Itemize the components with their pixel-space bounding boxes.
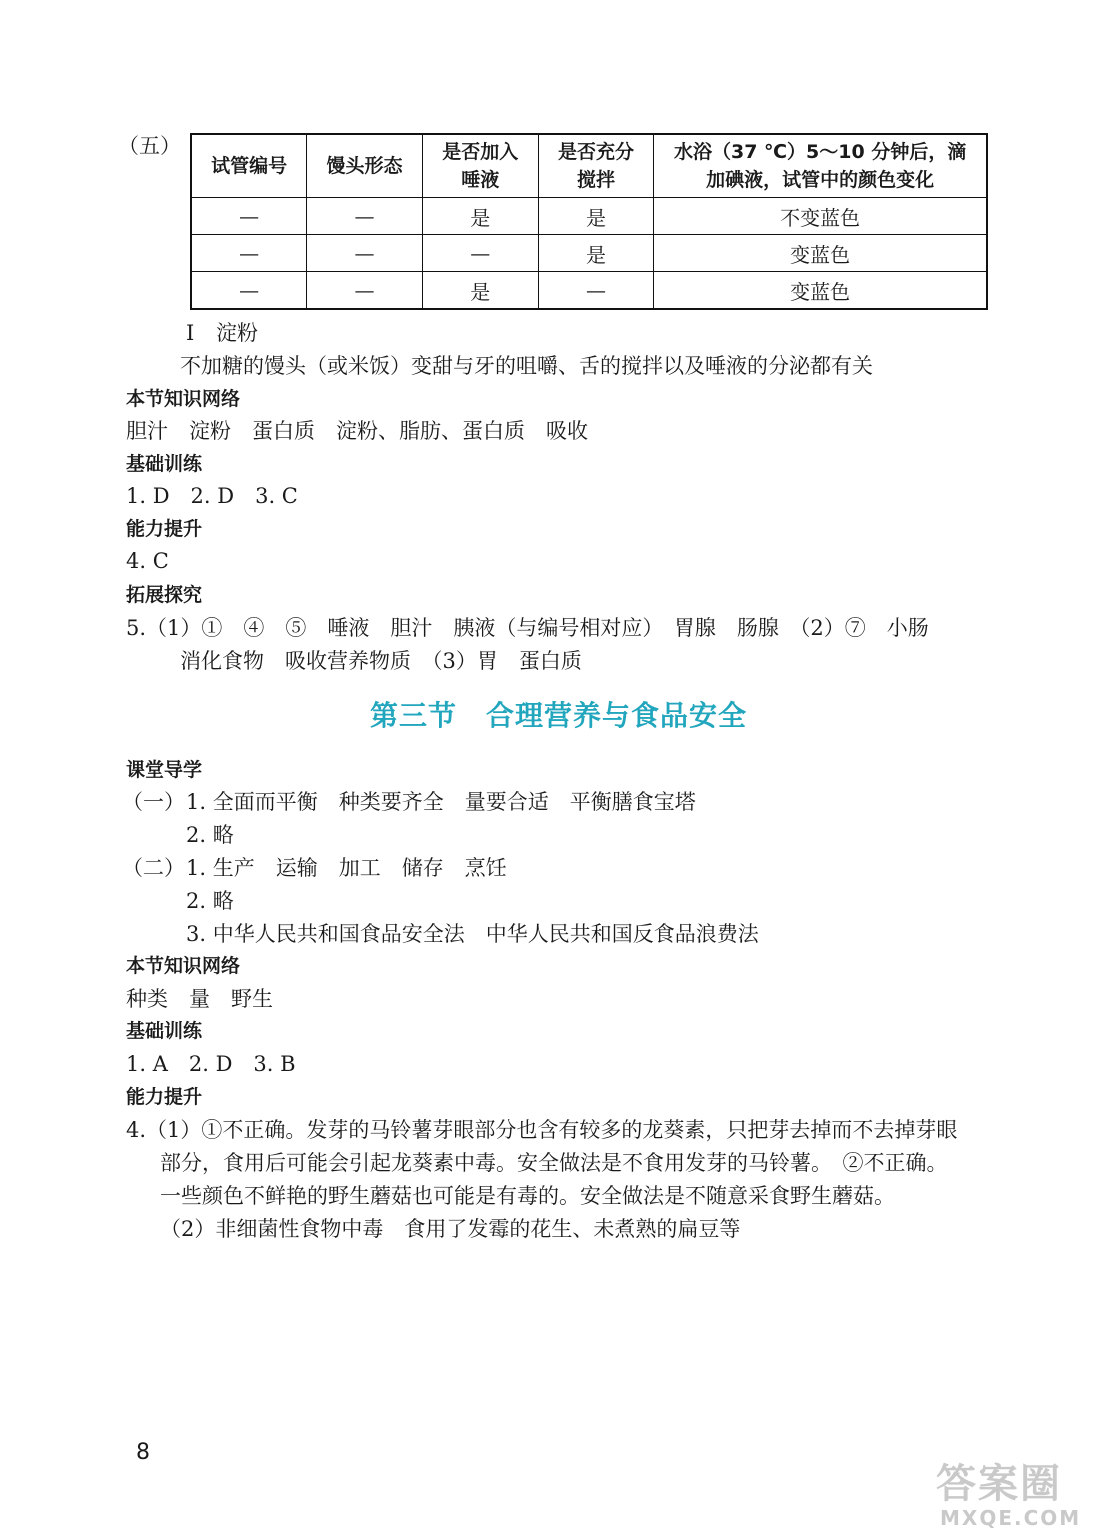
guide-part-1-item-1: 1. 全面而平衡 种类要齐全 量要合适 平衡膳食宝塔 [186, 790, 696, 814]
page-number: 8 [136, 1440, 150, 1465]
answer-roman-one: Ⅰ [186, 321, 195, 345]
table-cell: — [191, 235, 307, 272]
basic-training-answers: 1. D 2. D 3. C [126, 484, 298, 508]
table-cell: 是 [422, 272, 538, 310]
heading-ability-boost: 能力提升 [126, 518, 203, 540]
watermark-url: MXQE.COM [940, 1506, 1082, 1530]
table-cell: 是 [538, 235, 654, 272]
table-cell: 变蓝色 [654, 235, 987, 272]
heading-knowledge-network-2: 本节知识网络 [126, 955, 241, 977]
answer-conclusion: 不加糖的馒头（或米饭）变甜与牙的咀嚼、舌的搅拌以及唾液的分泌都有关 [180, 354, 873, 378]
knowledge-network-answers: 胆汁 淀粉 蛋白质 淀粉、脂肪、蛋白质 吸收 [126, 419, 588, 443]
experiment-table [190, 133, 988, 310]
table-cell: — [422, 235, 538, 272]
table-cell: 是 [538, 198, 654, 235]
table-row [191, 198, 987, 235]
header-bun-form: 馒头形态 [307, 134, 423, 198]
ability-answer-line-4: （2）非细菌性食物中毒 食用了发霉的花生、未煮熟的扁豆等 [160, 1217, 741, 1241]
knowledge-network-answers-2: 种类 量 野生 [126, 987, 273, 1011]
expand-answers-line-2: 消化食物 吸收营养物质 （3）胃 蛋白质 [180, 649, 582, 673]
expand-answers-line-1: 5.（1）① ④ ⑤ 唾液 胆汁 胰液（与编号相对应） 胃腺 肠腺 （2）⑦ 小肠 [126, 616, 929, 640]
table-cell: 不变蓝色 [654, 198, 987, 235]
ability-answer-line-3: 一些颜色不鲜艳的野生蘑菇也可能是有毒的。安全做法是不随意采食野生蘑菇。 [160, 1184, 895, 1208]
guide-part-1-item-2: 2. 略 [186, 823, 234, 847]
ability-answer-line-2: 部分，食用后可能会引起龙葵素中毒。安全做法是不食用发芽的马铃薯。 ②不正确。 [160, 1151, 948, 1175]
guide-part-2-label: （二） [122, 856, 185, 880]
table-cell: 变蓝色 [654, 272, 987, 310]
guide-part-1-label: （一） [122, 790, 185, 814]
ability-answer-line-1: 4.（1）①不正确。发芽的马铃薯芽眼部分也含有较多的龙葵素，只把芽去掉而不去掉芽眼 [126, 1118, 958, 1142]
heading-basic-training-2: 基础训练 [126, 1020, 203, 1042]
table-cell: 是 [422, 198, 538, 235]
table-cell: — [307, 235, 423, 272]
section-5-label: （五） [118, 134, 181, 158]
ability-boost-answers: 4. C [126, 549, 169, 573]
heading-class-guide: 课堂导学 [126, 759, 203, 781]
guide-part-2-item-1: 1. 生产 运输 加工 储存 烹饪 [186, 856, 507, 880]
table-header-row [191, 134, 987, 198]
table-cell: — [191, 198, 307, 235]
watermark-logo: 答案圈 [936, 1461, 1062, 1507]
header-saliva: 是否加入唾液 [422, 134, 538, 198]
heading-basic-training: 基础训练 [126, 453, 203, 475]
heading-expand-explore: 拓展探究 [126, 584, 203, 606]
table-cell: — [538, 272, 654, 310]
table-cell: — [307, 272, 423, 310]
section-3-title: 第三节 合理营养与食品安全 [370, 699, 748, 732]
table-row [191, 235, 987, 272]
heading-knowledge-network: 本节知识网络 [126, 388, 241, 410]
basic-training-answers-2: 1. A 2. D 3. B [126, 1052, 296, 1076]
heading-ability-boost-2: 能力提升 [126, 1086, 203, 1108]
guide-part-2-item-3: 3. 中华人民共和国食品安全法 中华人民共和国反食品浪费法 [186, 922, 759, 946]
header-tube-number: 试管编号 [191, 134, 307, 198]
header-color-change: 水浴（37 ℃）5～10 分钟后，滴加碘液，试管中的颜色变化 [654, 134, 987, 198]
table-cell: — [307, 198, 423, 235]
guide-part-2-item-2: 2. 略 [186, 889, 234, 913]
table-row [191, 272, 987, 310]
answer-starch: 淀粉 [216, 321, 258, 345]
header-stirring: 是否充分搅拌 [538, 134, 654, 198]
table-cell: — [191, 272, 307, 310]
